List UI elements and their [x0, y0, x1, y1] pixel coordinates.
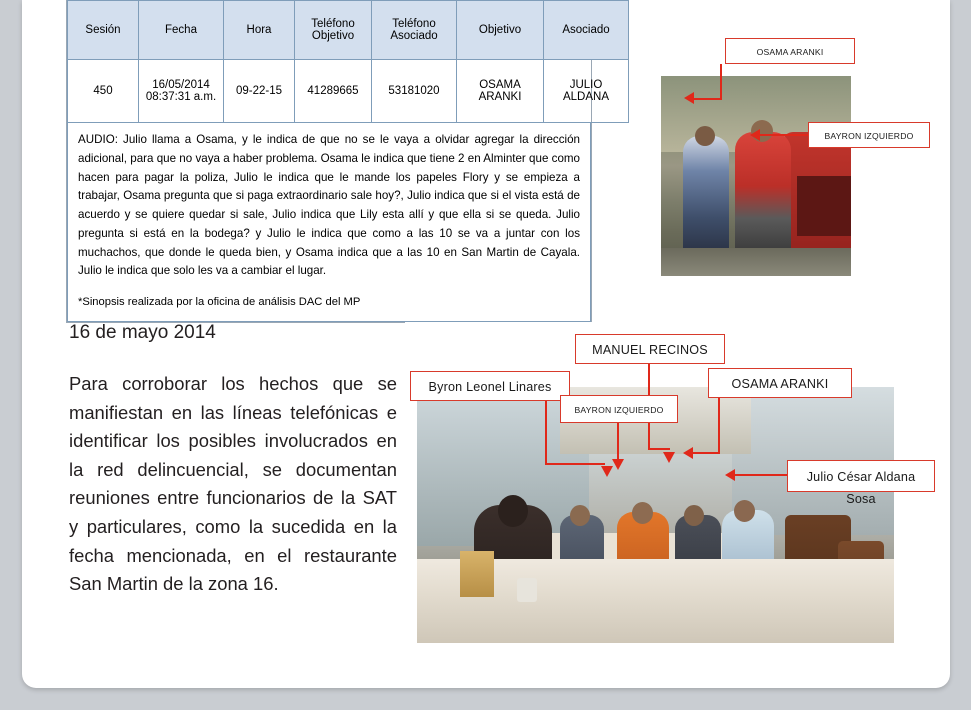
- session-table-head: [68, 1, 629, 60]
- photo-bottom-person-4-head: [734, 500, 755, 522]
- session-table: [67, 0, 629, 123]
- leader-line-osama-top-h: [692, 98, 722, 100]
- arrow-bayron-bottom: [612, 459, 624, 470]
- arrow-osama-bottom: [683, 447, 693, 459]
- th-asociado: Asociado: [544, 1, 629, 60]
- photo-bottom-cup: [517, 578, 537, 602]
- photo-bottom-person-1-head: [570, 505, 590, 526]
- photo-top-person-left-head: [695, 126, 715, 146]
- cell-telefono-asociado: 53181020: [372, 60, 457, 123]
- callout-osama-aranki-top: OSAMA ARANKI: [725, 38, 855, 64]
- sinopsis-note: *Sinopsis realizada por la oficina de análisis DAC del MP: [78, 296, 361, 309]
- th-sesion: Sesión: [68, 1, 139, 60]
- callout-manuel-recinos: MANUEL RECINOS: [575, 334, 725, 364]
- arrow-manuel: [663, 452, 675, 463]
- leader-line-osama-top: [720, 64, 722, 100]
- photo-top-car-shadow: [797, 176, 851, 236]
- photo-bottom-person-3-head: [684, 505, 704, 526]
- cell-asociado: JULIO ALDANA: [544, 60, 629, 123]
- session-table-block: [66, 0, 610, 323]
- leader-line-osama-v: [718, 398, 720, 454]
- arrow-osama-top: [684, 92, 694, 104]
- audio-label: AUDIO:: [78, 133, 118, 146]
- leader-line-bayron-v: [617, 423, 619, 461]
- photo-bottom-image: [417, 387, 894, 643]
- photo-bottom-bottles: [460, 551, 494, 597]
- slide-canvas: [22, 0, 950, 688]
- leader-line-byron-v: [545, 401, 547, 465]
- callout-bayron-izquierdo-bottom: BAYRON IZQUIERDO: [560, 395, 678, 423]
- photo-bottom-woman-head: [498, 495, 528, 527]
- surveillance-photo-top: [656, 28, 938, 283]
- cell-fecha: 16/05/2014 08:37:31 a.m.: [139, 60, 224, 123]
- leader-line-byron-h: [545, 463, 605, 465]
- cell-sesion: 450: [68, 60, 139, 123]
- th-objetivo: Objetivo: [457, 1, 544, 60]
- table-header-row: [68, 1, 629, 60]
- leader-line-julio: [735, 474, 787, 476]
- photo-top-person-right: [735, 132, 791, 252]
- session-table-body: [68, 60, 629, 123]
- audio-text: Julio llama a Osama, y le indica de que no se le vaya a olvidar agregar la dirección adicional, para que no vaya a haber problema. Osama le indica que tiene 2 en Alminter que como hacen para pagar la poliza, Julio le indica que le mande los papeles Flory y se empieza a trabajar, Osama pregunta que si paga extraordinario sale hoy?, Julio indica que si el vista está de acuerdo y se quiere quedar si sale, Julio indica que Lily esta allí y que ella si se queda. Julio pregunta si está en la bodega? y Julio le indica que como a las 10 se va a juntar con los muchachos, que donde le queda bien, y Osama indica que a las 10 en San Martin de Cayala. Julio le indica que solo les va a cambiar el lugar.: [78, 133, 580, 278]
- arrow-julio: [725, 469, 735, 481]
- callout-bayron-izquierdo-top: BAYRON IZQUIERDO: [808, 122, 930, 148]
- callout-osama-aranki-bottom: OSAMA ARANKI: [708, 368, 852, 398]
- arrow-bayron-top: [750, 129, 760, 141]
- th-fecha: Fecha: [139, 1, 224, 60]
- photo-bottom-person-2-head: [632, 502, 653, 524]
- audio-transcript-cell: [67, 123, 591, 322]
- leader-line-osama-h: [693, 452, 720, 454]
- cell-objetivo: OSAMA ARANKI: [457, 60, 544, 123]
- body-paragraph: Para corroborar los hechos que se manifiestan en las líneas telefónicas e identificar los posibles involucrados en la red delincuencial, se documentan reuniones entre funcionarios de la SAT y particulares, como la sucedida en la fecha mencionada, en el restaurante San Martin de la zona 16.: [69, 373, 397, 595]
- table-row: [68, 60, 629, 123]
- photo-top-image: [661, 76, 851, 276]
- th-telefono-objetivo: Teléfono Objetivo: [295, 1, 372, 60]
- surveillance-photo-bottom: [405, 322, 938, 655]
- photo-top-person-left: [683, 136, 729, 252]
- photo-top-ground: [661, 248, 851, 276]
- callout-julio-cesar-aldana-sosa: Julio César Aldana Sosa: [787, 460, 935, 492]
- leader-line-manuel-h: [648, 448, 670, 450]
- cell-telefono-objetivo: 41289665: [295, 60, 372, 123]
- cell-hora: 09-22-15: [224, 60, 295, 123]
- leader-line-bayron-top: [760, 134, 808, 136]
- th-telefono-asociado: Teléfono Asociado: [372, 1, 457, 60]
- date-heading: 16 de mayo 2014: [69, 322, 216, 343]
- th-hora: Hora: [224, 1, 295, 60]
- callout-byron-leonel-linares: Byron Leonel Linares: [410, 371, 570, 401]
